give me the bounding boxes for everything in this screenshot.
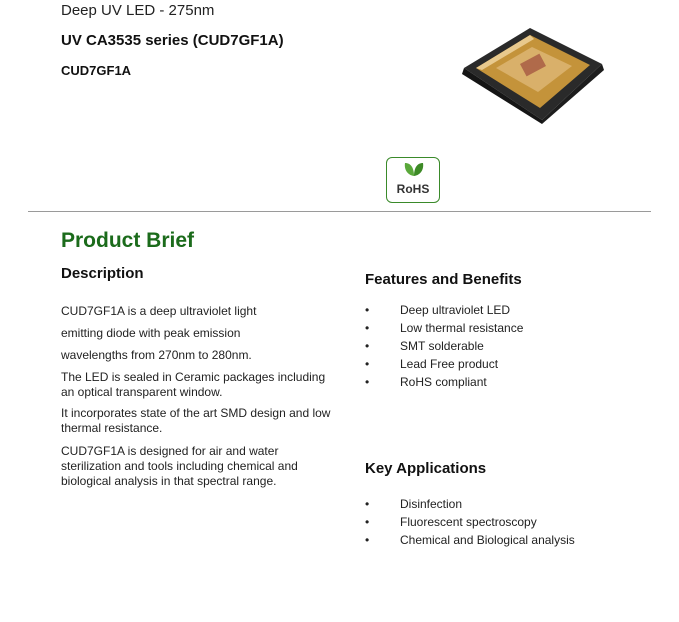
application-text: Fluorescent spectroscopy (400, 515, 537, 529)
feature-text: Lead Free product (400, 357, 499, 371)
features-list (365, 302, 523, 392)
feature-text: RoHS compliant (400, 375, 487, 389)
description-heading: Description (61, 265, 144, 282)
features-heading: Features and Benefits (365, 271, 522, 288)
list-item (365, 532, 575, 550)
section-title: Product Brief (61, 229, 195, 252)
list-item (365, 514, 575, 532)
rohs-badge (386, 157, 440, 203)
bullet: • (365, 515, 370, 529)
list-item (365, 338, 523, 356)
bullet: • (365, 321, 370, 335)
list-item (365, 374, 523, 392)
application-text: Disinfection (400, 497, 463, 511)
bullet: • (365, 533, 370, 547)
description-paragraph: It incorporates state of the art SMD design and low thermal resistance. (61, 406, 331, 435)
description-line: wavelengths from 270nm to 280nm. (61, 348, 252, 362)
divider (28, 211, 651, 212)
list-item (365, 496, 575, 514)
part-number: CUD7GF1A (61, 63, 132, 78)
feature-text: Low thermal resistance (400, 321, 524, 335)
description-line: CUD7GF1A is a deep ultraviolet light (61, 304, 257, 318)
description-paragraph: The LED is sealed in Ceramic packages including an optical transparent window. (61, 370, 326, 399)
list-item (365, 320, 523, 338)
bullet: • (365, 497, 370, 511)
description-paragraph: CUD7GF1A is designed for air and water sterilization and tools including chemical and biological analysis in that spectral range. (61, 444, 298, 488)
description-line: emitting diode with peak emission (61, 326, 241, 340)
product-subtitle: Deep UV LED - 275nm (61, 2, 215, 19)
feature-text: SMT solderable (400, 339, 484, 353)
leaf-icon (402, 161, 426, 177)
bullet: • (365, 357, 370, 371)
application-text: Chemical and Biological analysis (400, 533, 575, 547)
applications-heading: Key Applications (365, 460, 487, 477)
bullet: • (365, 375, 370, 389)
rohs-label: RoHS (396, 182, 430, 196)
list-item (365, 356, 523, 374)
bullet: • (365, 303, 370, 317)
series-title: UV CA3535 series (CUD7GF1A) (61, 32, 284, 49)
bullet: • (365, 339, 370, 353)
led-package-image (456, 20, 606, 124)
list-item (365, 302, 523, 320)
applications-list (365, 496, 575, 550)
feature-text: Deep ultraviolet LED (400, 303, 511, 317)
